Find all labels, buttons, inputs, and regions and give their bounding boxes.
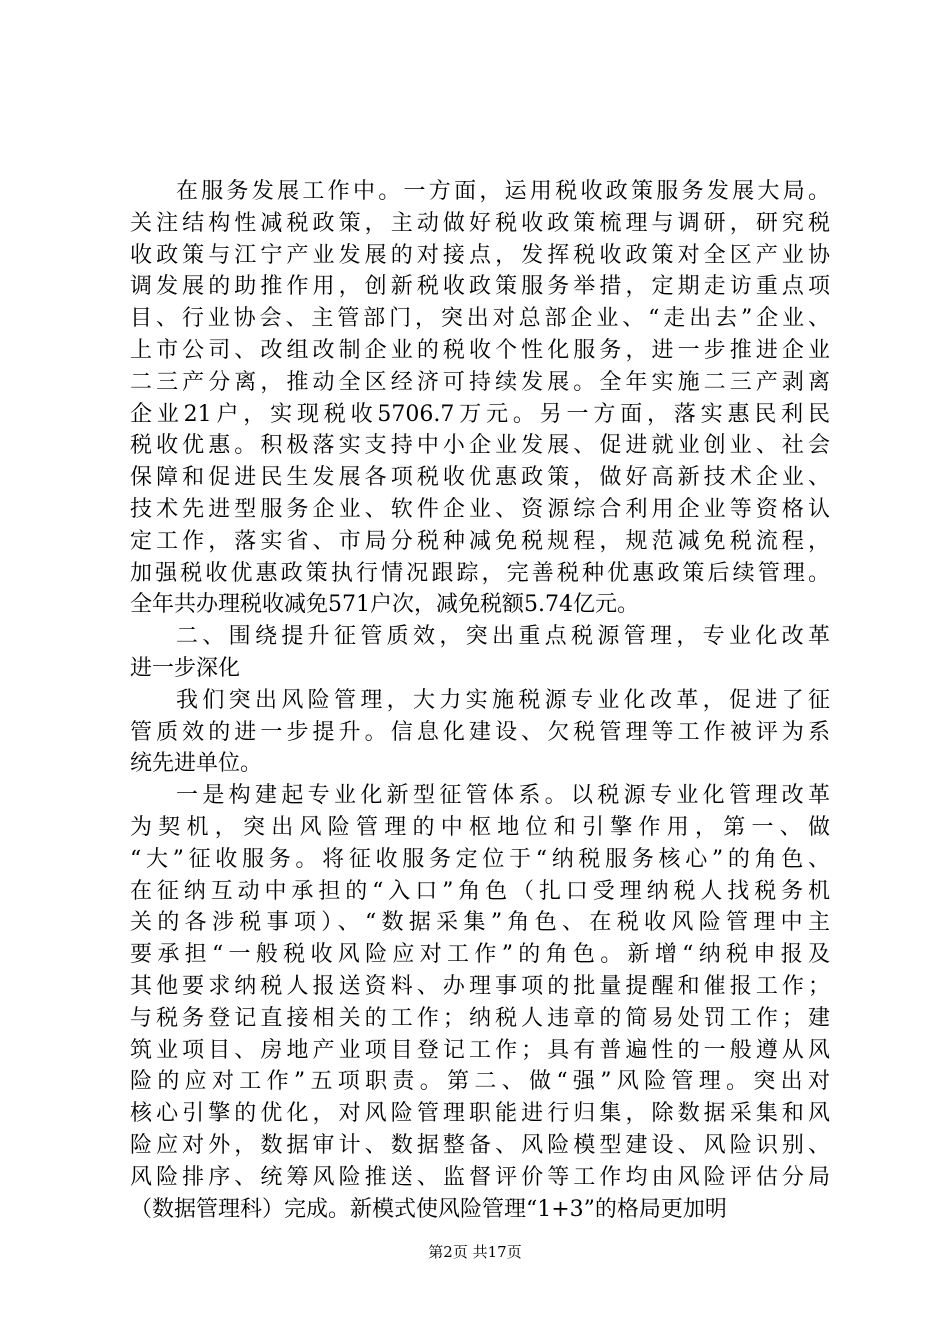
text-line: 企业21户，实现税收5706.7万元。另一方面，落实惠民利民: [130, 401, 830, 427]
text-line: 核心引擎的优化，对风险管理职能进行归集，除数据采集和风: [130, 1101, 830, 1127]
text-line: 调发展的助推作用，创新税收政策服务举措，定期走访重点项: [130, 274, 830, 300]
text-line: 技术先进型服务企业、软件企业、资源综合利用企业等资格认: [130, 496, 830, 522]
text-line: 风险排序、统筹风险推送、监督评价等工作均由风险评估分局: [130, 1164, 830, 1190]
text-line: （数据管理科）完成。新模式使风险管理“1+3”的格局更加明: [130, 1196, 727, 1222]
text-line: 全年共办理税收减免571户次，减免税额5.74亿元。: [130, 592, 639, 618]
text-line: 关注结构性减税政策，主动做好税收政策梳理与调研，研究税: [130, 210, 830, 236]
paragraph: [130, 685, 830, 780]
text-line: 二、围绕提升征管质效，突出重点税源管理，专业化改革: [176, 624, 830, 650]
text-line: 为契机，突出风险管理的中枢地位和引擎作用，第一、做: [130, 814, 830, 840]
text-line: 关的各涉税事项）、“数据采集”角色、在税收风险管理中主: [130, 910, 830, 936]
text-line: 一是构建起专业化新型征管体系。以税源专业化管理改革: [176, 783, 830, 809]
text-line: 我们突出风险管理，大力实施税源专业化改革，促进了征: [176, 687, 830, 713]
text-line: 进一步深化: [130, 655, 241, 681]
text-line: 保障和促进民生发展各项税收优惠政策，做好高新技术企业、: [130, 465, 830, 491]
text-line: 上市公司、改组改制企业的税收个性化服务，进一步推进企业: [130, 337, 830, 363]
text-line: 定工作，落实省、市局分税种减免税规程，规范减免税流程，: [130, 528, 830, 554]
text-line: “大”征收服务。将征收服务定位于“纳税服务核心”的角色、: [130, 846, 830, 872]
text-line: 险应对外，数据审计、数据整备、风险模型建设、风险识别、: [130, 1132, 830, 1158]
text-line: 其他要求纳税人报送资料、办理事项的批量提醒和催报工作；: [130, 973, 830, 999]
text-line: 险的应对工作”五项职责。第二、做“强”风险管理。突出对: [130, 1069, 830, 1095]
text-line: 加强税收优惠政策执行情况跟踪，完善税种优惠政策后续管理。: [130, 560, 830, 586]
text-line: 在征纳互动中承担的“入口”角色（扎口受理纳税人找税务机: [130, 878, 830, 904]
text-line: 目、行业协会、主管部门，突出对总部企业、“走出去”企业、: [130, 306, 830, 332]
text-line: 管质效的进一步提升。信息化建设、欠税管理等工作被评为系: [130, 719, 830, 745]
page-footer: 第2页 共17页: [428, 1243, 522, 1261]
paragraph: [130, 780, 830, 1225]
paragraph: [130, 621, 830, 685]
text-line: 二三产分离，推动全区经济可持续发展。全年实施二三产剥离: [130, 369, 830, 395]
text-line: 筑业项目、房地产业项目登记工作；具有普遍性的一般遵从风: [130, 1037, 830, 1063]
text-line: 收政策与江宁产业发展的对接点，发挥税收政策对全区产业协: [130, 242, 830, 268]
text-line: 在服务发展工作中。一方面，运用税收政策服务发展大局。: [176, 179, 830, 204]
text-line: 与税务登记直接相关的工作；纳税人违章的简易处罚工作；建: [130, 1005, 830, 1031]
text-line: 税收优惠。积极落实支持中小企业发展、促进就业创业、社会: [130, 433, 830, 459]
paragraph: [130, 176, 830, 621]
text-line: 统先进单位。: [130, 751, 263, 777]
document-body: [130, 176, 830, 1225]
text-line: 要承担“一般税收风险应对工作”的角色。新增“纳税申报及: [130, 942, 830, 968]
